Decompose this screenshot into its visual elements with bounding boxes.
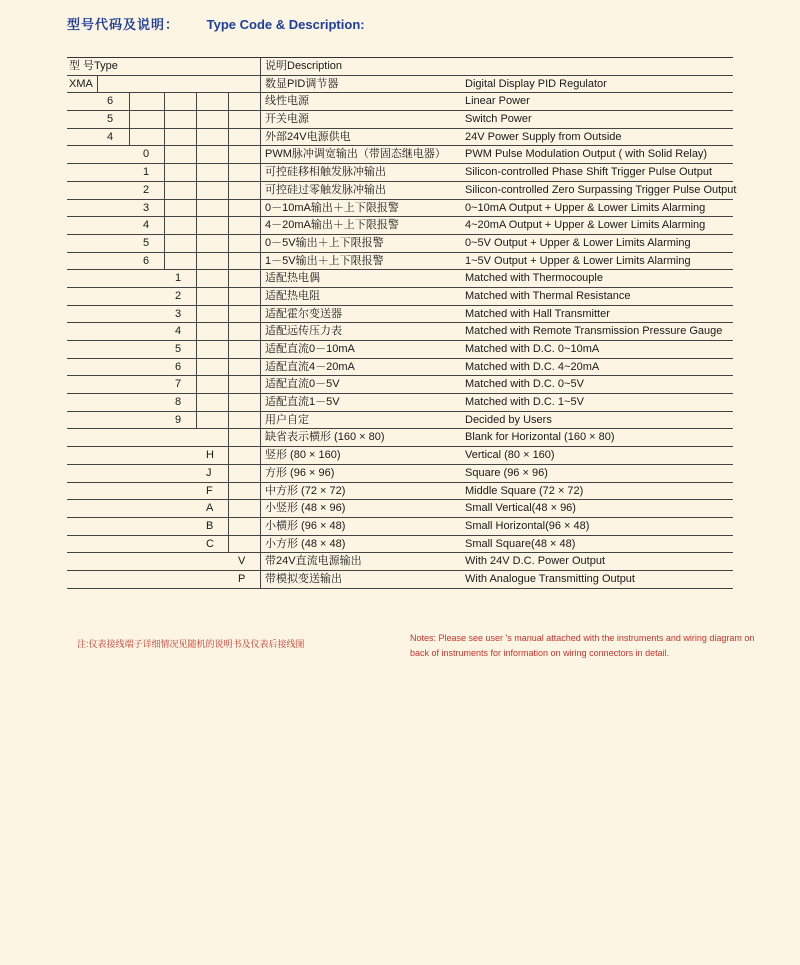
description-cn: 小竖形 (48 × 96) (265, 502, 346, 515)
description-en: Small Horizontal(96 × 48) (465, 519, 590, 532)
type-code: 4 (175, 325, 182, 338)
description-en: 0~10mA Output + Upper & Lower Limits Alarming (465, 201, 706, 214)
table-row (67, 376, 733, 394)
table-row (67, 536, 733, 554)
type-code: 7 (175, 378, 182, 391)
table-row (67, 200, 733, 218)
table-row (67, 394, 733, 412)
type-code: 6 (143, 254, 150, 267)
type-code: B (206, 519, 214, 532)
description-cn: 数显PID调节器 (265, 77, 339, 90)
table-row (67, 288, 733, 306)
type-code: 1 (143, 166, 150, 179)
description-cn: 适配热电阻 (265, 289, 320, 302)
description-en: PWM Pulse Modulation Output ( with Solid Relay) (465, 148, 708, 161)
type-code: 3 (175, 307, 182, 320)
type-code: 1 (175, 272, 182, 285)
description-cn: 适配直流0－10mA (265, 343, 355, 355)
heading-cn: 型号代码及说明： (67, 17, 180, 32)
description-cn: 0－5V输出＋上下限报警 (265, 236, 384, 249)
note-cn: 注:仪表接线端子详细情况见随机的说明书及仪表后接线图 (77, 639, 305, 649)
type-code: 6 (175, 360, 182, 373)
description-cn: 外部24V电源供电 (265, 130, 351, 143)
description-cn: 线性电源 (265, 95, 309, 108)
table-row (67, 323, 733, 341)
description-cn: 适配直流1－5V (265, 396, 340, 409)
description-cn: 小横形 (96 × 48) (265, 519, 346, 532)
table-row (67, 412, 733, 430)
heading-en: Type Code & Description: (206, 17, 365, 32)
description-cn: 小方形 (48 × 48) (265, 537, 346, 550)
description-en: Linear Power (465, 95, 530, 108)
table-row (67, 518, 733, 536)
table-row (67, 253, 733, 271)
table-row (67, 111, 733, 129)
description-cn: 可控硅过零触发脉冲输出 (265, 183, 386, 196)
description-en: Vertical (80 × 160) (465, 449, 555, 462)
description-en: Decided by Users (465, 413, 552, 426)
type-code: 4 (107, 130, 114, 143)
header-type: 型 号Type (69, 60, 118, 72)
table-row (67, 429, 733, 447)
type-code: 3 (143, 201, 150, 214)
table-row (67, 270, 733, 288)
type-code: XMA (69, 77, 93, 90)
description-en: 24V Power Supply from Outside (465, 130, 622, 143)
description-cn: 适配热电偶 (265, 272, 320, 285)
type-code: 9 (175, 413, 182, 426)
description-en: Square (96 × 96) (465, 466, 548, 479)
description-en: Matched with Thermocouple (465, 272, 603, 285)
description-cn: 适配霍尔变送器 (265, 307, 342, 320)
table-row (67, 146, 733, 164)
type-code: J (206, 466, 212, 479)
table-row (67, 465, 733, 483)
table-row (67, 217, 733, 235)
table-row (67, 341, 733, 359)
type-code: A (206, 502, 214, 515)
description-cn: 可控硅移相触发脉冲输出 (265, 166, 386, 179)
table-row (67, 500, 733, 518)
description-en: With 24V D.C. Power Output (465, 555, 605, 568)
type-code: 0 (143, 148, 150, 161)
table-row (67, 447, 733, 465)
description-en: Matched with Thermal Resistance (465, 289, 631, 302)
table-row (67, 182, 737, 200)
table-row (67, 359, 733, 377)
description-en: Matched with Hall Transmitter (465, 307, 610, 320)
table-header (67, 58, 733, 76)
description-en: Switch Power (465, 113, 532, 126)
type-code: H (206, 449, 214, 462)
type-code: V (238, 555, 246, 568)
table-row (67, 129, 733, 147)
description-en: Silicon-controlled Phase Shift Trigger Pulse Output (465, 166, 713, 179)
type-code: P (238, 572, 246, 585)
type-code: F (206, 484, 213, 497)
description-cn: 方形 (96 × 96) (265, 466, 335, 479)
description-en: Matched with D.C. 0~10mA (465, 343, 600, 355)
description-en: Small Vertical(48 × 96) (465, 502, 576, 515)
description-en: Matched with D.C. 4~20mA (465, 360, 600, 373)
description-en: Middle Square (72 × 72) (465, 484, 584, 497)
table-row (67, 306, 733, 324)
type-code: C (206, 537, 214, 550)
type-code: 5 (175, 343, 182, 355)
header-description: 说明Description (265, 60, 343, 72)
description-en: Matched with D.C. 0~5V (465, 378, 584, 391)
description-en: 4~20mA Output + Upper & Lower Limits Alarming (465, 219, 706, 232)
description-en: Matched with Remote Transmission Pressure Gauge (465, 325, 723, 338)
description-cn: 适配直流0－5V (265, 378, 340, 391)
description-cn: 开关电源 (265, 113, 309, 126)
table-row (67, 483, 733, 501)
description-cn: 适配直流4－20mA (265, 360, 355, 373)
description-cn: 1－5V输出＋上下限报警 (265, 254, 384, 267)
description-en: Digital Display PID Regulator (465, 77, 607, 90)
description-cn: 4－20mA输出＋上下限报警 (265, 219, 399, 232)
description-cn: 中方形 (72 × 72) (265, 484, 346, 497)
table-row (67, 164, 733, 182)
description-cn: 缺省表示横形 (160 × 80) (265, 431, 385, 444)
description-en: 0~5V Output + Upper & Lower Limits Alarming (465, 236, 691, 249)
description-cn: 适配远传压力表 (265, 325, 342, 338)
description-en: Silicon-controlled Zero Surpassing Trigger Pulse Output (465, 183, 737, 196)
type-code: 5 (143, 236, 150, 249)
description-cn: 带24V直流电源输出 (265, 555, 362, 568)
table-row (67, 235, 733, 253)
type-code: 4 (143, 219, 150, 232)
page-heading (67, 14, 365, 33)
description-cn: 用户自定 (265, 413, 309, 426)
table-row (67, 76, 733, 94)
table-row (67, 571, 733, 589)
note-en: Notes: Please see user 's manual attached with the instruments and wiring diagram on back of instruments for information on wiring connectors in detail. (410, 633, 755, 658)
description-en: 1~5V Output + Upper & Lower Limits Alarming (465, 254, 691, 267)
description-en: With Analogue Transmitting Output (465, 572, 635, 585)
description-cn: 带模拟变送输出 (265, 572, 342, 585)
description-cn: 竖形 (80 × 160) (265, 449, 341, 462)
type-code: 2 (143, 183, 150, 196)
description-en: Matched with D.C. 1~5V (465, 396, 584, 409)
type-code: 6 (107, 95, 114, 108)
description-cn: 0－10mA输出＋上下限报警 (265, 201, 399, 214)
type-code-table (67, 57, 737, 589)
type-code: 8 (175, 396, 182, 409)
table-row (67, 93, 733, 111)
table-row (67, 553, 733, 571)
type-code: 5 (107, 113, 114, 126)
description-en: Blank for Horizontal (160 × 80) (465, 431, 615, 444)
description-cn: PWM脉冲调宽输出（带固态继电器） (265, 148, 446, 161)
type-code: 2 (175, 289, 182, 302)
description-en: Small Square(48 × 48) (465, 537, 576, 550)
